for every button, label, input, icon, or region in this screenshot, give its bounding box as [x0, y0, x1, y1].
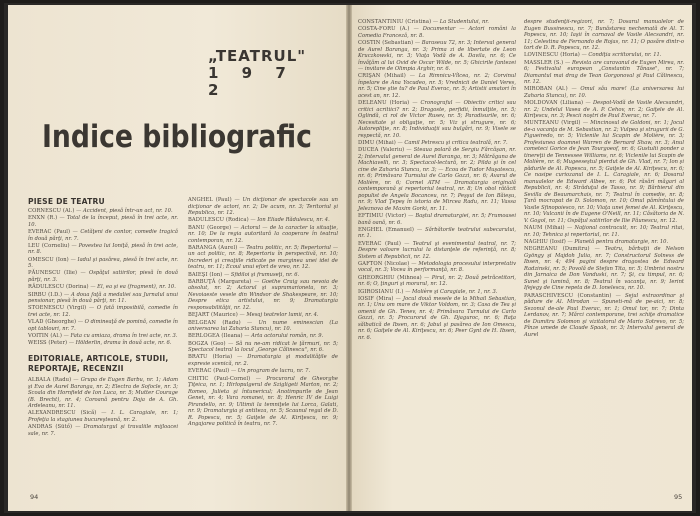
entry-author: WEISS (Peter): [28, 340, 68, 347]
open-book: [4, 3, 696, 513]
section-heading-articles: [28, 354, 168, 374]
entry-author: BANU (George): [188, 224, 232, 231]
entry-text: — La Rimnicu-Vîlcea, nr. 2; Corvinul înpelare de Ana Yocudeo, nr. 5; Vrednicii de Daniel Veres, nr. 5; Cine ştie tu? de Paul Everac, nr. 5; Artistii amatori în acest an, nr. 12.: [358, 73, 516, 99]
entry-author: BARBUŢĂ (Margareta): [188, 278, 252, 285]
entry-text: — Iadul şi pasărea, piesă în trei acte, nr. 5.: [28, 256, 179, 270]
index-entry: [524, 225, 684, 238]
entry-text: — Sejul extraordinar şi pădure de Al. Mirodan — Spuneti-mă de pe-aici, nr. 8; Sezonul de-ale Paul Everac, nr. 1; Omul tor, nr. 7; Dinta Lerdanov, nr. 7; Mărci contemporane, trei schiţe dramatice de Dumitru Solomon şi vizitatorul de Mario Sotrevo, nr. 5; Pînze umede de Claude Spaak, nr. 3; Intervalul general de Aurel: [524, 292, 684, 338]
index-entry: [188, 333, 338, 340]
entry-text: — Procurorul de Gheorghe Ţiţeica, nr. 1; Hirlopulgerul de Szigligeti Marton, nr. 2; Romeo, Julieta şi întunericul; Anotimpurile de Jean Genet, nr. 4; Vara romanei, nr. 8; Henric IV de Luigi Pirandello, nr. 9; Ultimii la temniţele lui Lorca, Galati, nr. 9; Dramaturgia şi antiteza, nr. 5; Scaunul regal de D. R. Popescu, nr. 5; Gaiţele de Al. Kiriţescu, nr. 9; Angajarea politică în teatru, nr. 7.: [188, 375, 339, 428]
entry-text: — Mincinosul de Goldoni, nr. 1; Jocul de-a vacanţa de M. Sebastian, nr. 2; Vulpea şi strugurii de G. Figueiredo, nr. 5; Viclenile lui Scapin de Molière, nr. 3; Profesiunea doamnei Warren de Bernard Shaw, nr. 3; Anul cometeci Gorice de Jean Tourgoeof, nr. 6; Gustulii ponder a tinereţii de Tennessee Williams, nr. 6; Viclenile lui Scapin de Molière, nr. 6; Mugeeseştul pierdut de Gh. Vlad, nr. 7; Ion şi pădurile de Al. Popescu, nr. 5; Gaiţele de Al. Kiriţescu, nr. 6; Ce nasipe curiozanul de I. L. Caragiale, nr. 6; Dosarul manualelor de Edward Albee, nr. 6; Pot răsări măgari al Republicii, nr. 4; Străduţul de Tasso, nr. 9; Bărbierul din Sevilla de Beaumarchais, nr. 7; Teatrul în comedie, nr. 8; Ţară mocrapat de D. Solomon, nr. 10; Omul pămîntului de Vasile Sfinopoiesco, nr. 10; Viaţa unei femei de Al. Kiriţescu, nr. 10; Vulcanii în de Eugene O'Neill, nr. 11; Căsătoria de N. V. Gogol, nr. 11; Ospăţul satiirilor de Ilie Păunescu, nr. 12.: [524, 120, 684, 224]
index-entry: [358, 296, 516, 342]
entry-text: — Planetă pentru dramaturgie, nr. 10.: [567, 239, 669, 246]
entry-author: NAUM (Mihai): [524, 225, 565, 232]
entry-author: EVERAC (Paul): [188, 368, 230, 375]
entry-author: COSTIN (Sebastian): [358, 40, 414, 47]
journal-heading: [208, 48, 308, 99]
entry-text: — Accident, piesă într-un act, nr. 10.: [76, 208, 173, 214]
index-entry: [524, 100, 684, 120]
index-entry: [524, 120, 684, 224]
entry-text: — Grupa de Eugen Barbu, nr. 1; Adam şi Eva de Aurel Baranga, nr. 2; Electra de Sofocle, nr. 3; Scoala din Hornfield de Ion Luca, nr. 5; Mutter Courage (B. Brecht), nr. 4; Coroană pentru Doja de A. Gh. Ardeleanu, nr. 11.: [28, 377, 178, 409]
index-entry: [524, 19, 684, 52]
index-entry: [358, 227, 516, 240]
right-page-column-1: [358, 19, 516, 342]
entry-text: — Sfidiloi şi frumuseţi, nr. 6.: [224, 271, 300, 278]
entry-text: — Revista are caravanul de Eugen Mirea, nr. 6; Festivalul european „Constantin Tănase", nr. 7; Diamantul mai drag de Tean Gorgonoval şi Paul Călinescu, nr. 12.: [524, 59, 684, 86]
index-entry: [358, 19, 516, 26]
entry-text: — Molière şi Caragiale, nr. 1, nr. 3.: [405, 288, 498, 295]
index-entry: [28, 319, 178, 332]
entry-author: CHITIC (Paul-Cornel): [188, 375, 251, 382]
page-title: Indice bibliografic: [42, 119, 312, 155]
index-entry: [188, 279, 338, 312]
index-entry: [188, 225, 338, 245]
index-entry: [28, 284, 178, 291]
index-entry: [358, 261, 516, 274]
entry-author: SIRBU (I.D.): [28, 291, 63, 298]
entry-text: — Baştul dramaturgiei, nr. 5; Frumoasei bană oană, nr. 6.: [358, 213, 516, 226]
section-heading-plays: PIESE DE TEATRU: [28, 197, 105, 206]
entry-author: BERLOGEA (Ileana): [188, 333, 243, 340]
entry-text: — Fata cu amiaza, drama în trei acte, nr. 3.: [63, 332, 178, 339]
index-entry: [358, 140, 516, 147]
index-entry: [28, 243, 178, 256]
index-entry: [28, 270, 178, 283]
entry-text: — Teatrul şi evenimentul teatral, nr. 7; Despre valoare lucrului la distanţele de referinţă, nr. 8; Sistem al Republicii, nr. 12.: [358, 240, 516, 260]
index-entry: [358, 73, 516, 99]
entry-text: — Metodologia procesului interpretativ vocal, nr. 3; Vocea în performanţă, nr. 8.: [358, 260, 516, 274]
entry-author: VOITIN (Al.): [28, 332, 62, 339]
entry-text: — Sărbătorile teatrului subecarului, nr. 1.: [358, 226, 516, 240]
entry-text: — Dramaturgia şi modalităţile de expresie scenică, nr. 2.: [188, 354, 339, 367]
entry-author: LOVINESCU (Horia): [524, 52, 580, 59]
entry-author: MIROBAN (Al.): [524, 86, 568, 93]
entry-author: BARANGA (Aurel): [188, 244, 238, 251]
index-entry: [358, 213, 516, 226]
left-page-column-2: [188, 197, 338, 428]
entry-text: — A doua faţă a medaliei sau Jurnalul unui pensionar, piesă în două părţi, nr. 11.: [28, 291, 178, 305]
section-heading-articles-line1: EDITORIALE, ARTICOLE, STUDII,: [28, 354, 169, 363]
entry-author: IOSIF (Mira): [358, 295, 394, 302]
entry-text: — Baraseuu 72, nr. 3; Interval general de Aurel Baranga, nr. 3; Prima zi de libertate de Leon Kruczkowski, nr. 3; Viaţa Vodă de A. Davila, nr. 6; Ce învăţăm al lui Ovid de Oscar Wilde, nr. 5; Ghicirile fantezei — invitare de Olimpia Arghir, nr. 6.: [358, 40, 516, 73]
entry-text: — Jocul două mesele de la Mihail Sebastian, nr. 1; Unu om mare de Viktor Voldom, nr. 3; Casa de Tea şi omenii de Gh. Tenev, nr. 4; Primăvara Turnului de Carlo Gozzi, nr. 5; Procurorul de Gh. Djaguroc, nr. 6; Raţa sălbatică de Ibsen, nr. 6; Jabul şi pasărea de Ion Omescu, nr. 6; Gaiţele de Al. Kiriţescu, nr. 6; Peer Gynt de H. Ibsen, nr. 6.: [358, 295, 516, 341]
page-number-left: 94: [30, 493, 39, 501]
entry-author: ALEXANDRESCU (Sică): [28, 410, 97, 417]
journal-name: „TEATRUL": [208, 47, 307, 65]
entry-author: DUCEA (Valeriu): [358, 147, 405, 154]
entry-author: EVERAC (Paul): [28, 229, 71, 236]
entry-text: — El, ea şi ea (fragment), nr. 10.: [90, 284, 176, 291]
entry-text: — Cetăţeni de contor, comedie tragică în două părţi, nr. 7.: [28, 229, 178, 242]
entry-author: IGIROSIANU (I.): [358, 288, 404, 295]
index-entry: [524, 86, 684, 99]
entry-text: — Despot-Vodă de Vasile Alecsandri, nr. 2; Undelul Vasea de A. P. Cehov, nr. 2; Gaiţele de Al. Kiriţescu, nr. 3; Pescii noştri de Paul Everac, nr. 7.: [524, 100, 684, 120]
entry-author: PARASCHIVESCU (Constantin): [524, 292, 612, 299]
index-entry: [188, 272, 338, 279]
entry-author: MUNTEANU (Virgil): [524, 120, 581, 127]
entry-author: GHEORGHIU (Mihnea): [358, 274, 422, 281]
entry-text: — Documentar — Actori români la Comedia Franceză, nr. 8.: [358, 26, 516, 39]
entry-text: — Hölderlin, drama în două acte, nr. 6.: [68, 340, 172, 347]
entry-text: — Naţional contracult, nr. 10; Teatrul ritai, nr. 10; Tehnica şi repertoriul, nr. 11.: [524, 225, 684, 238]
entry-text: — Mesaj teatrelor lumii, nr. 4.: [239, 312, 319, 319]
entry-text: — Ospăţul satiirilor, piesă în două părţi, nr. 3.: [28, 270, 178, 283]
entry-author: BRATU (Horia): [188, 354, 233, 361]
index-entry: [28, 377, 178, 410]
index-entry: [358, 147, 516, 212]
entry-author: EVERAC (Paul): [358, 240, 401, 247]
entry-author: DIMU (Mihai): [358, 139, 396, 146]
entry-text: — Pirul, nr. 2; Două petrăcetitori, nr. 6; O, ţinguri şi morarul, nr. 12.: [358, 274, 516, 288]
index-entry: [188, 368, 338, 375]
index-entry: [358, 289, 516, 296]
index-entry: [188, 341, 338, 354]
entry-text: — Un nume eminescian (La aniversarea lui Zaharia Stancu), nr. 10.: [188, 319, 338, 333]
entry-text: — Condiţia scriitorului, nr. 11.: [581, 52, 662, 59]
entry-text: — I. L. Caragiale, nr. 1; Profeţia la stagiunea bucureşteană, nr. 2.: [28, 410, 178, 423]
index-entry: [188, 320, 338, 333]
index-entry: [28, 424, 178, 437]
index-entry: [28, 229, 178, 242]
entry-text: — Dramaturgul şi travaliile mijloacei sale, nr. 7.: [28, 424, 178, 437]
index-entry: [358, 275, 516, 288]
entry-author: CONSTANTINIU (Cristina): [358, 19, 432, 25]
section-heading-articles-line2: REPORTAJE, RECENZII: [28, 364, 124, 373]
index-entry: [28, 305, 178, 318]
entry-text: — Un dicţionar de spectacole sau un dicţionar de actori, nr. 2; De acum, nr. 3; Teritoriul şi Republica, nr. 12.: [188, 197, 338, 216]
entry-author: BAIEŞI (Ion): [188, 271, 223, 278]
index-entry: [188, 312, 338, 319]
journal-year: 1 9 7 2: [208, 64, 295, 99]
entry-text: — O fată imposibilă, comedie în trei acte, nr. 12.: [28, 305, 179, 318]
entry-author: NEGREANU (Dumitru): [524, 246, 590, 253]
entry-author: COSTA-FORU (A.): [358, 26, 410, 33]
index-entry: [188, 217, 338, 224]
index-entry: [28, 292, 178, 305]
entry-author: ENXN (R.): [28, 215, 58, 222]
index-entry: [28, 208, 178, 215]
entry-author: BADULESCU (Rodica): [188, 217, 249, 224]
entry-author: CORNESCU (Al.): [28, 208, 75, 214]
entry-author: MASSLER (S.): [524, 59, 564, 66]
entry-text: — Cronograful — Obiectiv critici sau critici acritiici? nr. 2; Dragoste, perfidii, înmulţite, nr. 5; Oglindă, ci rol de Victor Rusev, nr. 5; Paradisurile, nr. 6; Necesitate şi obligaţie, nr. 5; Viz şi strugure, nr. 6; Autorepliţie, nr. 8; Individuaţii sau bulgări, nr. 9; Visele se reşpectă, nr. 10.: [358, 100, 516, 139]
index-entry: [188, 376, 338, 428]
entry-author: OMESCU (Ion): [28, 256, 69, 263]
entry-text: — Ion Eliade Rădulescu, nr. 4.: [250, 217, 330, 224]
entry-text: — Teatru politic, nr. 5; Repertoriul — un act politic, nr. 8; Repertoriu în perspectivă, nr. 10; Increderi şi creaţiile ridicate pe marginea unei idei de teatru, nr. 11; Ecoul unui efort de vreo, nr. 12.: [188, 244, 339, 271]
entry-author: ANGHEL (Paul): [188, 197, 232, 203]
index-entry: [188, 197, 338, 217]
index-entry: [358, 40, 516, 73]
entry-text: — Steaua polară de Sergiu Fărcăşan, nr. 2; Intervalul general de Aurel Baranga, nr. 3; Mătrăguna de Machiavelli, nr. 3; Spectacol-lectură, nr. 2; Pilda şi în cel cine de Zaharia Stancu, nr. 3; — Ecou de Tudor Muşatescu, nr. 6; Primăvara Turnului de Carlo Gozzi, nr. 6; Avarul de Molière, nr. 6; Cornel ATM — Dramaturgia originală contemporană şi repertoriul teatral, nr. 8; Un obol rătăcit populist de Angela Bocanceu, nr. 7; Peşşul de Ion Băieşu, nr. 9; Vlad Ţepeş în istoria de Mircea Radu, nr. 11; Vassa Jeleznova de Maxim Gorki, nr. 11.: [358, 147, 516, 212]
entry-author: BEJART (Maurice): [188, 312, 238, 319]
index-entry: [188, 245, 338, 271]
articles-column: [28, 377, 178, 438]
entry-text: — Să nu ne-am ridicat le ţărmuri, nr. 5; Spectacol teatral la locul „George Călinescu", nr. 6.: [188, 340, 339, 354]
entry-text: — Arta actorului român, nr. 9.: [244, 333, 324, 340]
entry-author: CRIŞAN (Mihail): [358, 73, 406, 80]
entry-author: EFTIMIU (Victor): [358, 213, 407, 220]
entry-author: PĂUNESCU (Ilie): [28, 270, 78, 277]
entry-text: — O dimineaţă de pomină, comedie în opt tablouri, nr. 7.: [28, 319, 178, 332]
entry-author: RĂDULESCU (Dorina): [28, 284, 89, 291]
entry-text: — Teatru, bărbaţii de Nelson Gyöngy şi Majdoh Julia, nr. 7; Constructorul Solness de Ibsen, nr. 4; 494 pagini despre dragostea de Edward Radzinski, nr. 5; Povolă de Stefan Tita, nr. 5; Umbrisi nostru din Jarnaica de Don Vanduski, nr. 7; Şi, cu timpul, nr. 6; Sunet şi lumină, nr. 8; Teatrul în vacanţa, nr. 9; Ierint Ifejegy de Cine repeta de D. Ionelescu, nr. 10.: [524, 246, 684, 292]
index-entry: [28, 340, 178, 347]
right-page: [352, 5, 692, 511]
entry-author: GAFTON (Nicolae): [358, 260, 410, 267]
index-entry: [524, 246, 684, 292]
entry-text: — Goethe Craig sau nevoia de absolut, nr. 2; Actorul şi supramarioneta, nr. 3; Nevoiaeste vesele din Windsor de Shakespeare, nr. 10; Despre etica artistului, nr. 9; Dramaturgia responsabilităţii, nr. 12.: [188, 278, 338, 311]
entry-text: — Povestea lui Ioniţă, piesă în trei acte, nr. 8.: [28, 242, 178, 256]
index-entry: [358, 100, 516, 139]
entry-text: — Total de la început, piesă în trei acte, nr. 10.: [28, 215, 178, 228]
entry-text: — Camil Petrescu şi critica teatrală, nr. 7.: [397, 139, 508, 146]
index-entry: [524, 60, 684, 86]
plays-column: [28, 208, 178, 348]
index-entry: [188, 354, 338, 367]
right-page-column-2: [524, 19, 684, 339]
index-entry: [524, 293, 684, 339]
entry-author: NAGHIU (Iosif): [524, 239, 566, 246]
entry-author: VLAD (Gheorghe): [28, 319, 77, 326]
entry-text: — Omul său mare! (La aniversarea lui Zaharia Stancu), nr. 10.: [524, 86, 685, 99]
entry-author: ENGHEL (Emanuel): [358, 226, 415, 233]
index-entry: [524, 239, 684, 246]
entry-author: DELEANU (Horia): [358, 100, 410, 107]
entry-text: — Actorul — de la caracter la situaţie, nr. 10; De la regia autoritară la cooperare în teatrul contemporan, nr. 12.: [188, 224, 338, 244]
entry-author: BOGZA (Geo): [188, 340, 226, 347]
index-entry: [28, 333, 178, 340]
entry-author: BELGEAN (Radu): [188, 319, 241, 326]
index-entry: [524, 52, 684, 59]
index-entry: [358, 26, 516, 39]
entry-author: STOENESCU (Virgil): [28, 305, 87, 312]
entry-author: LEU (Corneliu): [28, 242, 70, 249]
index-entry: [28, 410, 178, 423]
index-entry: [28, 257, 178, 270]
entry-text: despre studenţii-regizori, nr. 7; Dosarul manualelor de Eugen Bussinescu, nr. 7; Bunăstarea nechemată de Al. T. Popescu, nr. 10; Iaşii în carnaval de Vasile Alecsandri, nr. 11; Celestina de Fernando de Rojas, nr. 11; O pasăre dintr-o tort de D. R. Popescu, nr. 12.: [524, 19, 684, 51]
entry-author: MOLDOVAN (Liliana): [524, 100, 584, 107]
index-entry: [28, 215, 178, 228]
entry-text: — Un program de lucru, nr. 7.: [230, 368, 311, 375]
entry-author: ANDRAS (Sütő): [28, 424, 73, 431]
entry-author: ALBALA (Radu): [28, 377, 72, 383]
left-page: [8, 5, 346, 511]
page-number-right: 95: [674, 493, 683, 501]
entry-text: — La Studentului, nr.: [432, 19, 489, 25]
index-entry: [358, 241, 516, 261]
